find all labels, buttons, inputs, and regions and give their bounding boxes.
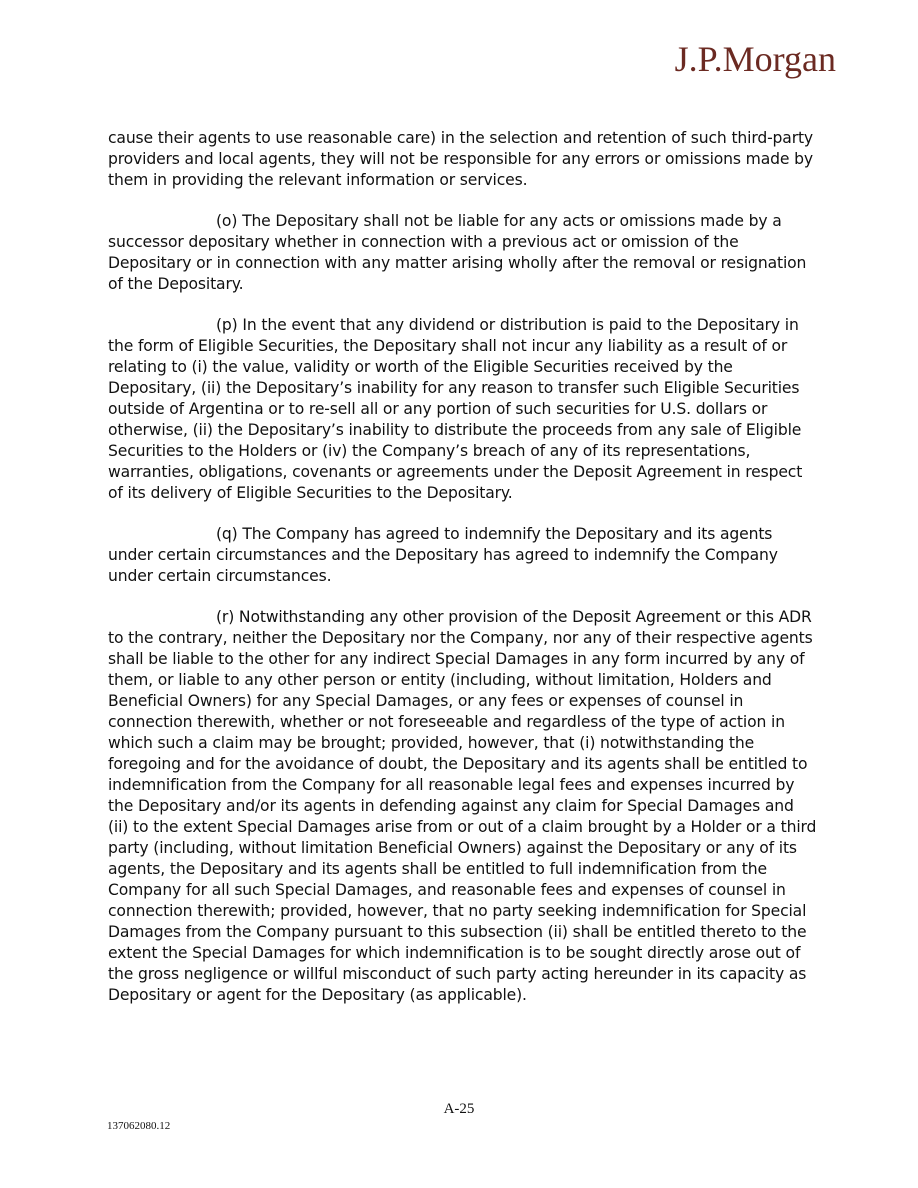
paragraph-o: (o) The Depositary shall not be liable for any acts or omissions made by a successor depositary whether in connection with a previous act or omission of the Depositary or in connection with any matter arising wholly after the removal or resignation of the Depositary. — [108, 212, 807, 293]
page-number: A-25 — [443, 1101, 475, 1117]
paragraph-continuation: cause their agents to use reasonable care) in the selection and retention of such third-party providers and local agents, they will not be responsible for any errors or omissions made by them in providing the relevant information or services. — [108, 129, 814, 189]
paragraph-p: (p) In the event that any dividend or distribution is paid to the Depositary in the form of Eligible Securities, the Depositary shall not incur any liability as a result of or relating to (i) the value, validity or worth of the Eligible Securities received by the Depositary, (ii) the Depositary’s inability for any reason to transfer such Eligible Securities outside of Argentina or to re-sell all or any portion of such securities for U.S. dollars or otherwise, (ii) the Depositary’s inability to distribute the proceeds from any sale of Eligible Securities to the Holders or (iv) the Company’s breach of any of its representations, warranties, obligations, covenants or agreements under the Deposit Agreement in respect of its delivery of Eligible Securities to the Depositary. — [108, 316, 803, 502]
paragraph-r: (r) Notwithstanding any other provision of the Deposit Agreement or this ADR to the contrary, neither the Depositary nor the Company, nor any of their respective agents shall be liable to the other for any indirect Special Damages in any form incurred by any of them, or liable to any other person or entity (including, without limitation, Holders and Beneficial Owners) for any Special Damages, or any fees or expenses of counsel in connection therewith, whether or not foreseeable and regardless of the type of action in which such a claim may be brought; provided, however, that (i) notwithstanding the foregoing and for the avoidance of doubt, the Depositary and its agents shall be entitled to indemnification from the Company for all reasonable legal fees and expenses incurred by the Depositary and/or its agents in defending against any claim for Special Damages and (ii) to the extent Special Damages arise from or out of a claim brought by a Holder or a third party (including, without limitation Beneficial Owners) against the Depositary or any of its agents, the Depositary and its agents shall be entitled to full indemnification from the Company for all such Special Damages, and reasonable fees and expenses of counsel in connection therewith; provided, however, that no party seeking indemnification for Special Damages from the Company pursuant to this subsection (ii) shall be entitled thereto to the extent the Special Damages for which indemnification is to be sought directly arose out of the gross negligence or willful misconduct of such party acting hereunder in its capacity as Depositary or agent for the Depositary (as applicable). — [108, 608, 817, 1004]
document-id: 137062080.12 — [107, 1120, 171, 1132]
document-body — [108, 128, 818, 1026]
paragraph-q: (q) The Company has agreed to indemnify the Depositary and its agents under certain circumstances and the Depositary has agreed to indemnify the Company under certain circumstances. — [108, 525, 778, 585]
jpmorgan-logo: J.P.Morgan — [674, 39, 836, 79]
